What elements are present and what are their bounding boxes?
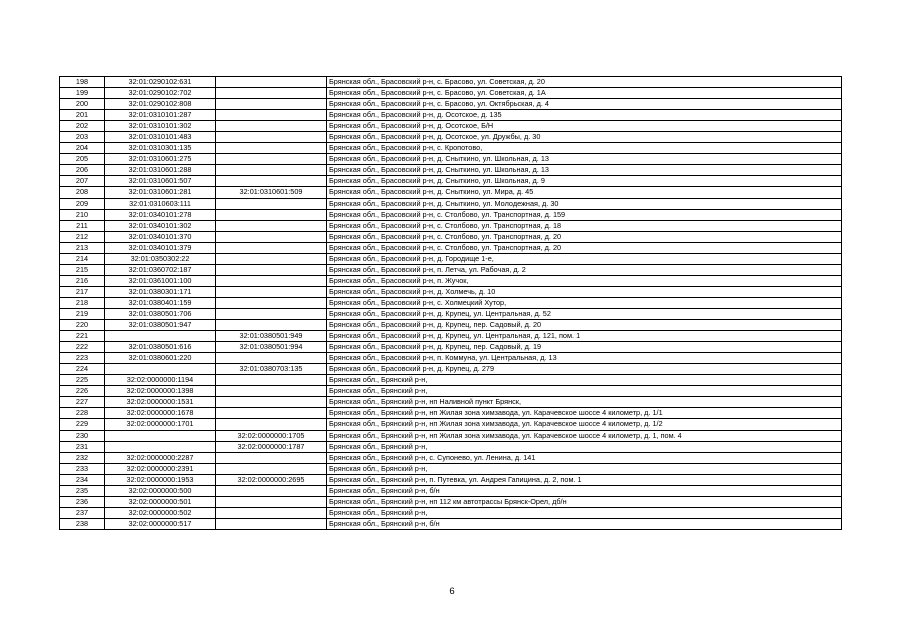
cadastral-number-cell: 32:01:0380501:947	[105, 320, 216, 331]
table-row	[60, 408, 842, 419]
address-cell: Брянская обл., Брасовский р-н, п. Коммуна, ул. Центральная, д. 13	[327, 353, 842, 364]
table-row	[60, 397, 842, 408]
address-cell: Брянская обл., Брасовский р-н, д. Сныткино, ул. Мира, д. 45	[327, 187, 842, 198]
row-number-cell: 217	[60, 286, 105, 297]
table-row	[60, 132, 842, 143]
table-row	[60, 253, 842, 264]
address-cell: Брянская обл., Брасовский р-н, д. Сныткино, ул. Школьная, д. 13	[327, 165, 842, 176]
row-number-cell: 234	[60, 474, 105, 485]
row-number-cell: 210	[60, 209, 105, 220]
table-row	[60, 342, 842, 353]
cadastral-number-cell: 32:01:0310301:135	[105, 143, 216, 154]
row-number-cell: 220	[60, 320, 105, 331]
row-number-cell: 221	[60, 331, 105, 342]
address-cell: Брянская обл., Брасовский р-н, д. Крупец, ул. Центральная, д. 121, пом. 1	[327, 331, 842, 342]
cadastral-number-cell	[105, 331, 216, 342]
table-row	[60, 165, 842, 176]
address-cell: Брянская обл., Брасовский р-н, д. Осотское, д. 135	[327, 110, 842, 121]
related-cadastral-number-cell	[216, 375, 327, 386]
address-cell: Брянская обл., Брянский р-н,	[327, 441, 842, 452]
cadastral-number-cell: 32:01:0310601:275	[105, 154, 216, 165]
table-row	[60, 220, 842, 231]
related-cadastral-number-cell	[216, 308, 327, 319]
row-number-cell: 208	[60, 187, 105, 198]
table-row	[60, 176, 842, 187]
cadastral-number-cell: 32:01:0340101:370	[105, 231, 216, 242]
table-row	[60, 308, 842, 319]
cadastral-number-cell: 32:02:0000000:1398	[105, 386, 216, 397]
row-number-cell: 230	[60, 430, 105, 441]
cadastral-number-cell: 32:01:0340101:278	[105, 209, 216, 220]
address-cell: Брянская обл., Брасовский р-н, д. Крупец, пер. Садовый, д. 19	[327, 342, 842, 353]
related-cadastral-number-cell: 32:02:0000000:1787	[216, 441, 327, 452]
address-cell: Брянская обл., Брасовский р-н, д. Сныткино, ул. Школьная, д. 9	[327, 176, 842, 187]
related-cadastral-number-cell	[216, 132, 327, 143]
cadastral-number-cell: 32:02:0000000:2391	[105, 463, 216, 474]
related-cadastral-number-cell	[216, 176, 327, 187]
cadastral-number-cell: 32:01:0340101:302	[105, 220, 216, 231]
related-cadastral-number-cell: 32:01:0380703:135	[216, 364, 327, 375]
cadastral-number-cell	[105, 364, 216, 375]
table-row	[60, 231, 842, 242]
table-row	[60, 364, 842, 375]
address-cell: Брянская обл., Брасовский р-н, д. Осотское, ул. Дружбы, д. 30	[327, 132, 842, 143]
related-cadastral-number-cell	[216, 88, 327, 99]
cadastral-number-cell: 32:01:0310603:111	[105, 198, 216, 209]
related-cadastral-number-cell	[216, 143, 327, 154]
address-cell: Брянская обл., Брасовский р-н, с. Столбово, ул. Транспортная, д. 20	[327, 242, 842, 253]
cadastral-number-cell: 32:01:0310601:507	[105, 176, 216, 187]
address-cell: Брянская обл., Брасовский р-н, д. Осотское, Б/Н	[327, 121, 842, 132]
related-cadastral-number-cell	[216, 242, 327, 253]
table-row	[60, 320, 842, 331]
row-number-cell: 216	[60, 275, 105, 286]
table-row	[60, 297, 842, 308]
address-cell: Брянская обл., Брасовский р-н, п. Жучок,	[327, 275, 842, 286]
row-number-cell: 236	[60, 496, 105, 507]
cadastral-number-cell: 32:01:0290102:702	[105, 88, 216, 99]
row-number-cell: 211	[60, 220, 105, 231]
table-row	[60, 419, 842, 430]
address-cell: Брянская обл., Брасовский р-н, д. Городище 1-е,	[327, 253, 842, 264]
table-row	[60, 353, 842, 364]
cadastral-number-cell: 32:01:0340101:379	[105, 242, 216, 253]
row-number-cell: 231	[60, 441, 105, 452]
row-number-cell: 226	[60, 386, 105, 397]
row-number-cell: 212	[60, 231, 105, 242]
table-row	[60, 264, 842, 275]
row-number-cell: 205	[60, 154, 105, 165]
cadastral-number-cell: 32:02:0000000:1701	[105, 419, 216, 430]
related-cadastral-number-cell	[216, 353, 327, 364]
row-number-cell: 201	[60, 110, 105, 121]
related-cadastral-number-cell	[216, 220, 327, 231]
cadastral-number-cell: 32:01:0310101:302	[105, 121, 216, 132]
row-number-cell: 198	[60, 77, 105, 88]
related-cadastral-number-cell	[216, 507, 327, 518]
related-cadastral-number-cell: 32:01:0380501:949	[216, 331, 327, 342]
table-row	[60, 77, 842, 88]
table-row	[60, 99, 842, 110]
cadastral-number-cell: 32:02:0000000:1953	[105, 474, 216, 485]
table-row	[60, 154, 842, 165]
row-number-cell: 223	[60, 353, 105, 364]
cadastral-number-cell: 32:02:0000000:517	[105, 518, 216, 529]
row-number-cell: 232	[60, 452, 105, 463]
table-row	[60, 474, 842, 485]
cadastral-number-cell: 32:01:0380501:616	[105, 342, 216, 353]
cadastral-number-cell: 32:01:0380401:159	[105, 297, 216, 308]
cadastral-number-cell: 32:01:0380601:220	[105, 353, 216, 364]
related-cadastral-number-cell	[216, 77, 327, 88]
address-cell: Брянская обл., Брянский р-н,	[327, 507, 842, 518]
address-cell: Брянская обл., Брянский р-н, нп Жилая зона химзавода, ул. Карачевское шоссе 4 километр, д. 1/1	[327, 408, 842, 419]
row-number-cell: 224	[60, 364, 105, 375]
table-row	[60, 209, 842, 220]
related-cadastral-number-cell: 32:01:0380501:994	[216, 342, 327, 353]
address-cell: Брянская обл., Брасовский р-н, с. Столбово, ул. Транспортная, д. 159	[327, 209, 842, 220]
related-cadastral-number-cell	[216, 209, 327, 220]
address-cell: Брянская обл., Брасовский р-н, с. Столбово, ул. Транспортная, д. 18	[327, 220, 842, 231]
row-number-cell: 206	[60, 165, 105, 176]
address-cell: Брянская обл., Брянский р-н, п. Путевка, ул. Андрея Гапицина, д. 2, пом. 1	[327, 474, 842, 485]
cadastral-number-cell: 32:01:0360702:187	[105, 264, 216, 275]
address-cell: Брянская обл., Брасовский р-н, с. Брасово, ул. Октябрьская, д. 4	[327, 99, 842, 110]
table-row	[60, 452, 842, 463]
row-number-cell: 227	[60, 397, 105, 408]
related-cadastral-number-cell	[216, 408, 327, 419]
table-row	[60, 242, 842, 253]
table-row	[60, 375, 842, 386]
table-row	[60, 496, 842, 507]
address-cell: Брянская обл., Брянский р-н, нп Жилая зона химзавода, ул. Карачевское шоссе 4 километр, д. 1, пом. 4	[327, 430, 842, 441]
address-cell: Брянская обл., Брасовский р-н, с. Брасово, ул. Советская, д. 1А	[327, 88, 842, 99]
address-cell: Брянская обл., Брянский р-н, б/н	[327, 485, 842, 496]
cadastral-number-cell: 32:02:0000000:1678	[105, 408, 216, 419]
cadastral-number-cell: 32:02:0000000:2287	[105, 452, 216, 463]
cadastral-number-cell: 32:02:0000000:1194	[105, 375, 216, 386]
cadastral-number-cell: 32:01:0380501:706	[105, 308, 216, 319]
cadastral-number-cell: 32:01:0290102:631	[105, 77, 216, 88]
row-number-cell: 222	[60, 342, 105, 353]
table-row	[60, 110, 842, 121]
address-cell: Брянская обл., Брянский р-н,	[327, 375, 842, 386]
row-number-cell: 200	[60, 99, 105, 110]
related-cadastral-number-cell	[216, 275, 327, 286]
related-cadastral-number-cell	[216, 463, 327, 474]
row-number-cell: 199	[60, 88, 105, 99]
row-number-cell: 207	[60, 176, 105, 187]
row-number-cell: 233	[60, 463, 105, 474]
table-body	[60, 77, 842, 530]
cadastral-number-cell: 32:02:0000000:500	[105, 485, 216, 496]
cadastral-number-cell: 32:01:0310101:483	[105, 132, 216, 143]
row-number-cell: 209	[60, 198, 105, 209]
cadastral-number-cell: 32:01:0380301:171	[105, 286, 216, 297]
address-cell: Брянская обл., Брасовский р-н, с. Брасово, ул. Советская, д. 20	[327, 77, 842, 88]
address-cell: Брянская обл., Брасовский р-н, с. Столбово, ул. Транспортная, д. 20	[327, 231, 842, 242]
row-number-cell: 215	[60, 264, 105, 275]
address-cell: Брянская обл., Брасовский р-н, д. Холмечь, д. 10	[327, 286, 842, 297]
related-cadastral-number-cell	[216, 419, 327, 430]
table-row	[60, 275, 842, 286]
address-cell: Брянская обл., Брянский р-н,	[327, 463, 842, 474]
cadastral-number-cell: 32:02:0000000:1531	[105, 397, 216, 408]
cadastral-number-cell: 32:02:0000000:501	[105, 496, 216, 507]
related-cadastral-number-cell	[216, 253, 327, 264]
row-number-cell: 219	[60, 308, 105, 319]
address-cell: Брянская обл., Брасовский р-н, с. Холмецкий Хутор,	[327, 297, 842, 308]
page-number: 6	[449, 586, 455, 597]
row-number-cell: 218	[60, 297, 105, 308]
related-cadastral-number-cell	[216, 198, 327, 209]
cadastral-number-cell: 32:01:0361001:100	[105, 275, 216, 286]
related-cadastral-number-cell	[216, 397, 327, 408]
row-number-cell: 235	[60, 485, 105, 496]
table-row	[60, 507, 842, 518]
row-number-cell: 228	[60, 408, 105, 419]
related-cadastral-number-cell	[216, 110, 327, 121]
address-cell: Брянская обл., Брасовский р-н, д. Сныткино, ул. Школьная, д. 13	[327, 154, 842, 165]
address-cell: Брянская обл., Брянский р-н,	[327, 386, 842, 397]
related-cadastral-number-cell	[216, 99, 327, 110]
related-cadastral-number-cell	[216, 154, 327, 165]
row-number-cell: 225	[60, 375, 105, 386]
table-row	[60, 121, 842, 132]
address-cell: Брянская обл., Брасовский р-н, п. Летча, ул. Рабочая, д. 2	[327, 264, 842, 275]
address-cell: Брянская обл., Брянский р-н, нп Жилая зона химзавода, ул. Карачевское шоссе 4 километр, д. 1/2	[327, 419, 842, 430]
address-cell: Брянская обл., Брасовский р-н, д. Крупец, ул. Центральная, д. 52	[327, 308, 842, 319]
cadastral-number-cell: 32:01:0310601:288	[105, 165, 216, 176]
table-row	[60, 88, 842, 99]
cadastral-number-cell: 32:02:0000000:502	[105, 507, 216, 518]
related-cadastral-number-cell	[216, 231, 327, 242]
row-number-cell: 238	[60, 518, 105, 529]
address-cell: Брянская обл., Брасовский р-н, д. Крупец, пер. Садовый, д. 20	[327, 320, 842, 331]
cadastral-number-cell: 32:01:0350302:22	[105, 253, 216, 264]
address-cell: Брянская обл., Брасовский р-н, с. Кропотово,	[327, 143, 842, 154]
related-cadastral-number-cell	[216, 485, 327, 496]
cadastral-number-cell: 32:01:0290102:808	[105, 99, 216, 110]
related-cadastral-number-cell	[216, 286, 327, 297]
related-cadastral-number-cell	[216, 121, 327, 132]
row-number-cell: 229	[60, 419, 105, 430]
address-cell: Брянская обл., Брасовский р-н, д. Крупец, д. 279	[327, 364, 842, 375]
row-number-cell: 202	[60, 121, 105, 132]
table-row	[60, 485, 842, 496]
table-row	[60, 430, 842, 441]
related-cadastral-number-cell: 32:02:0000000:2695	[216, 474, 327, 485]
table-row	[60, 286, 842, 297]
table-row	[60, 386, 842, 397]
table-row	[60, 331, 842, 342]
table-row	[60, 463, 842, 474]
related-cadastral-number-cell	[216, 165, 327, 176]
address-cell: Брянская обл., Брянский р-н, б/н	[327, 518, 842, 529]
address-cell: Брянская обл., Брянский р-н, нп Наливной пункт Брянск,	[327, 397, 842, 408]
row-number-cell: 204	[60, 143, 105, 154]
cadastral-number-cell	[105, 441, 216, 452]
table-row	[60, 518, 842, 529]
cadastral-number-cell: 32:01:0310101:287	[105, 110, 216, 121]
related-cadastral-number-cell	[216, 320, 327, 331]
related-cadastral-number-cell	[216, 518, 327, 529]
row-number-cell: 213	[60, 242, 105, 253]
table-row	[60, 143, 842, 154]
table-row	[60, 441, 842, 452]
address-cell: Брянская обл., Брянский р-н, нп 112 км автотрассы Брянск-Орел, дб/н	[327, 496, 842, 507]
table-row	[60, 187, 842, 198]
row-number-cell: 214	[60, 253, 105, 264]
related-cadastral-number-cell: 32:01:0310601:509	[216, 187, 327, 198]
related-cadastral-number-cell	[216, 496, 327, 507]
related-cadastral-number-cell	[216, 297, 327, 308]
row-number-cell: 237	[60, 507, 105, 518]
related-cadastral-number-cell	[216, 452, 327, 463]
cadastral-number-cell	[105, 430, 216, 441]
row-number-cell: 203	[60, 132, 105, 143]
address-cell: Брянская обл., Брасовский р-н, д. Сныткино, ул. Молодежная, д. 30	[327, 198, 842, 209]
table-row	[60, 198, 842, 209]
related-cadastral-number-cell: 32:02:0000000:1705	[216, 430, 327, 441]
cadastral-number-cell: 32:01:0310601:281	[105, 187, 216, 198]
cadastral-table	[59, 76, 842, 530]
address-cell: Брянская обл., Брянский р-н, с. Супонево, ул. Ленина, д. 141	[327, 452, 842, 463]
related-cadastral-number-cell	[216, 386, 327, 397]
related-cadastral-number-cell	[216, 264, 327, 275]
